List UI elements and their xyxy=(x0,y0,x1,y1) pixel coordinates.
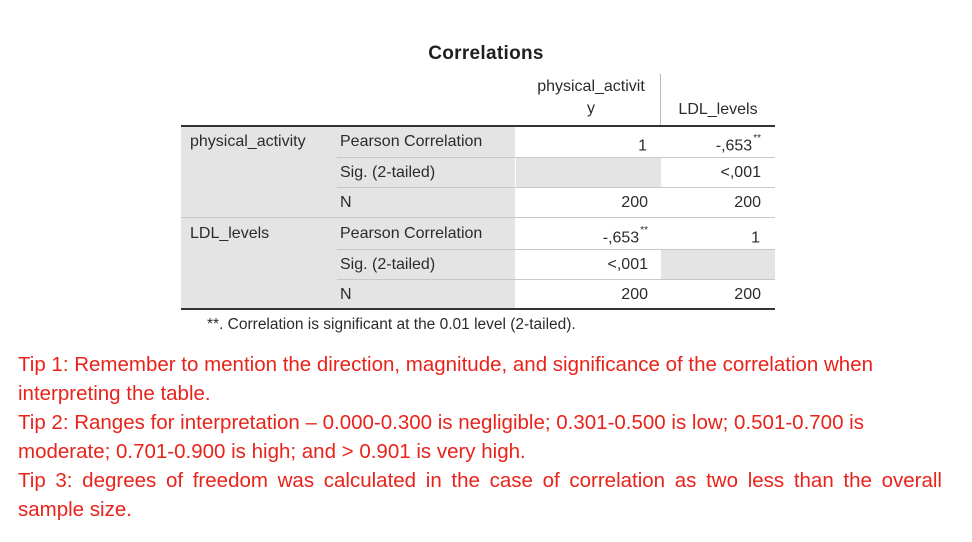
row-stat-label: Pearson Correlation xyxy=(340,133,483,150)
cell-value: <,001 xyxy=(720,164,761,181)
cell-value: 200 xyxy=(621,194,648,211)
tip-3: Tip 3: degrees of freedom was calculated in the case of correlation as two less than the overall sample size. xyxy=(18,469,942,521)
row-variable-label: physical_activity xyxy=(190,133,306,150)
cell-value: 1 xyxy=(638,137,647,155)
cell-value: 200 xyxy=(621,286,648,303)
tip-1: Tip 1: Remember to mention the direction, magnitude, and significance of the correlation when interpreting the table. xyxy=(18,353,874,405)
row-stat-label: Pearson Correlation xyxy=(340,225,483,242)
tips-block xyxy=(18,350,942,524)
cell-value: 1 xyxy=(751,229,760,247)
row-stat-label: N xyxy=(340,194,352,211)
header-divider xyxy=(660,74,661,126)
tip-2: Tip 2: Ranges for interpretation – 0.000-0.300 is negligible; 0.301-0.500 is low; 0.501-0.700 is moderate; 0.701-0.900 is high; and > 0.901 is very high. xyxy=(18,411,864,463)
row-stat-label: Sig. (2-tailed) xyxy=(340,164,436,181)
cell-value: <,001 xyxy=(607,256,648,273)
cell-value: 200 xyxy=(734,286,761,303)
row-variable-label: LDL_levels xyxy=(190,225,270,242)
col-header-physical-activity: physical_activit y xyxy=(537,78,645,117)
table-title: Correlations xyxy=(428,43,544,64)
row-stat-label: N xyxy=(340,286,352,303)
cell-value: -,653** xyxy=(715,133,761,155)
correlations-table xyxy=(181,72,775,310)
cell-value: -,653** xyxy=(602,225,648,247)
cell-value xyxy=(665,250,761,280)
table-footnote: **. Correlation is significant at the 0.01 level (2-tailed). xyxy=(207,316,576,333)
cell-value xyxy=(521,158,648,188)
row-stat-label: Sig. (2-tailed) xyxy=(340,256,436,273)
cell-value: 200 xyxy=(734,194,761,211)
col-header-ldl-levels: LDL_levels xyxy=(678,101,758,118)
